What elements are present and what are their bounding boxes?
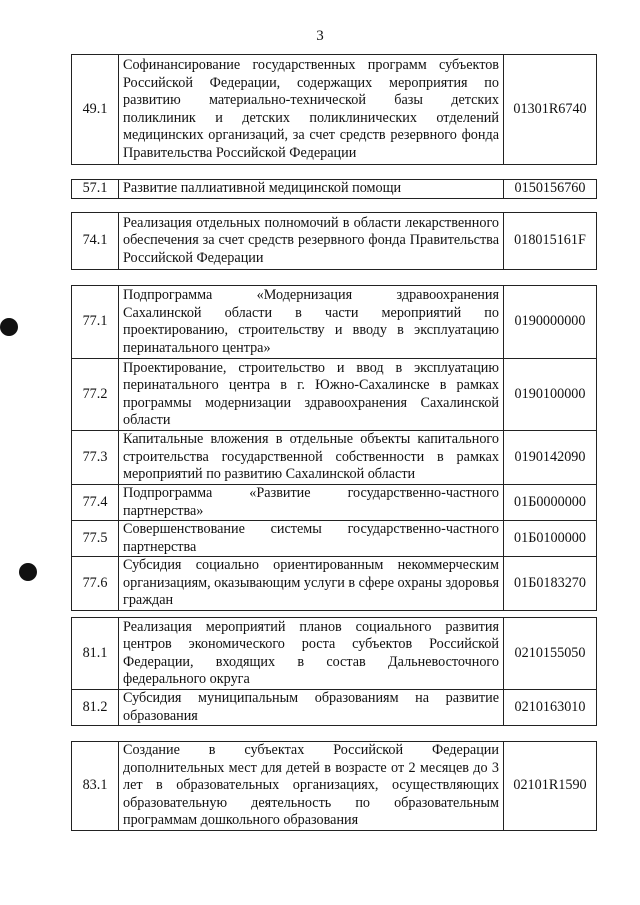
page-number: 3 [316, 28, 324, 44]
row-description: Реализация отдельных полномочий в области лекарственного обеспечения за счет средств резервного фонда Правительства Российской Федерации [119, 213, 504, 270]
table-row [72, 55, 597, 165]
table-row [72, 557, 597, 611]
row-description: Проектирование, строительство и ввод в эксплуатацию перинатального центра в г. Южно-Сахалинске в рамках программы модернизации здравоохранения Сахалинской области [119, 359, 504, 431]
budget-table [71, 212, 597, 270]
budget-code: 01301R6740 [504, 55, 597, 165]
table-row [72, 742, 597, 831]
budget-code: 0190000000 [504, 286, 597, 359]
row-number: 77.4 [72, 485, 119, 521]
budget-table [71, 54, 597, 165]
budget-code: 0190100000 [504, 359, 597, 431]
punch-hole-mark [19, 563, 37, 581]
punch-hole-mark [0, 318, 18, 336]
budget-code: 0150156760 [504, 180, 597, 199]
row-number: 77.6 [72, 557, 119, 611]
row-number: 77.3 [72, 431, 119, 485]
row-number: 77.2 [72, 359, 119, 431]
budget-code: 0210155050 [504, 618, 597, 690]
table-row [72, 180, 597, 199]
budget-table [71, 741, 597, 831]
budget-code: 0190142090 [504, 431, 597, 485]
row-description: Субсидия социально ориентированным некоммерческим организациям, оказывающим услуги в сфере охраны здоровья граждан [119, 557, 504, 611]
table-row [72, 359, 597, 431]
row-description: Капитальные вложения в отдельные объекты капитального строительства государственной собственности в рамках мероприятий по развитию Сахалинской области [119, 431, 504, 485]
budget-code: 018015161F [504, 213, 597, 270]
budget-table [71, 285, 597, 611]
table-row [72, 213, 597, 270]
row-number: 77.5 [72, 521, 119, 557]
table-row [72, 485, 597, 521]
row-description: Софинансирование государственных программ субъектов Российской Федерации, содержащих мероприятия по развитию материально-технической базы детских поликлиник и детских поликлинических отделений медицинских организаций, за счет средств резервного фонда Правительства Российской Федерации [119, 55, 504, 165]
row-number: 83.1 [72, 742, 119, 831]
budget-code: 02101R1590 [504, 742, 597, 831]
row-number: 57.1 [72, 180, 119, 199]
budget-table [71, 617, 597, 726]
row-description: Развитие паллиативной медицинской помощи [119, 180, 504, 199]
budget-code: 01Б0100000 [504, 521, 597, 557]
row-number: 49.1 [72, 55, 119, 165]
table-row [72, 618, 597, 690]
row-number: 81.2 [72, 690, 119, 726]
budget-code: 01Б0183270 [504, 557, 597, 611]
row-description: Реализация мероприятий планов социального развития центров экономического роста субъектов Российской Федерации, входящих в состав Дальневосточного федерального округа [119, 618, 504, 690]
table-row [72, 521, 597, 557]
table-row [72, 690, 597, 726]
row-number: 81.1 [72, 618, 119, 690]
row-description: Совершенствование системы государственно-частного партнерства [119, 521, 504, 557]
budget-table [71, 179, 597, 199]
table-row [72, 431, 597, 485]
row-description: Подпрограмма «Модернизация здравоохранения Сахалинской области в части мероприятий по проектированию, строительству и вводу в эксплуатацию перинатального центра» [119, 286, 504, 359]
row-number: 77.1 [72, 286, 119, 359]
budget-code: 0210163010 [504, 690, 597, 726]
table-row [72, 286, 597, 359]
row-description: Создание в субъектах Российской Федерации дополнительных мест для детей в возрасте от 2 месяцев до 3 лет в образовательных организациях, осуществляющих образовательную деятельность по образовательным программам дошкольного образования [119, 742, 504, 831]
budget-code: 01Б0000000 [504, 485, 597, 521]
row-description: Подпрограмма «Развитие государственно-частного партнерства» [119, 485, 504, 521]
row-number: 74.1 [72, 213, 119, 270]
row-description: Субсидия муниципальным образованиям на развитие образования [119, 690, 504, 726]
